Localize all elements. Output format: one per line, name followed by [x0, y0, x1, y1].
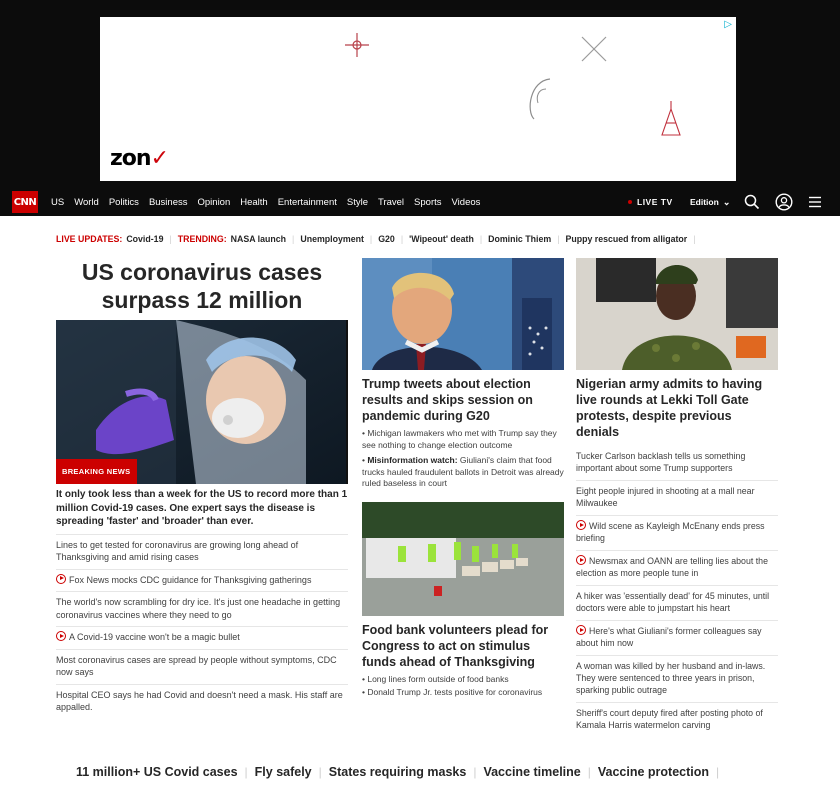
nav-link-entertainment[interactable]: Entertainment: [277, 196, 337, 208]
nav-link-videos[interactable]: Videos: [451, 196, 481, 208]
ad-sparkle-icon: [343, 31, 371, 59]
nigerian-army-illustration: [576, 258, 778, 370]
food-bank-image[interactable]: [362, 502, 564, 616]
middle-column: [362, 258, 564, 699]
nigerian-army-headline[interactable]: Nigerian army admits to having live rounds at Lekki Toll Gate protests, despite previous denials: [576, 377, 763, 439]
list-item[interactable]: A hiker was 'essentially dead' for 45 minutes, until doctors were able to jumpstart his heart: [576, 585, 778, 620]
nigerian-army-image[interactable]: [576, 258, 778, 370]
video-play-icon: [576, 625, 586, 635]
trending-label: TRENDING:: [177, 234, 227, 244]
nav-link-us[interactable]: US: [51, 196, 65, 208]
food-bank-illustration: [362, 502, 564, 616]
trending-item[interactable]: 'Wipeout' death: [409, 234, 474, 244]
menu-icon[interactable]: [806, 193, 824, 211]
lead-story-column: [56, 258, 348, 719]
list-item[interactable]: Eight people injured in shooting at a mall near Milwaukee: [576, 480, 778, 515]
ad-banner[interactable]: [100, 17, 736, 181]
bottom-link-vaccine-protection[interactable]: Vaccine protection: [597, 765, 710, 779]
nav-links: [46, 188, 485, 216]
top-navigation: [0, 188, 840, 216]
bottom-topic-strip: 11 million+ US Covid cases | Fly safely | States requiring masks | Vaccine timeline | Vaccine protection |: [76, 765, 720, 779]
right-related-stories: [576, 446, 778, 737]
list-item[interactable]: • Donald Trump Jr. tests positive for coronavirus: [362, 687, 543, 697]
bottom-link-vaccine-timeline[interactable]: Vaccine timeline: [483, 765, 581, 779]
chevron-down-icon: ⌄: [722, 196, 731, 207]
nav-link-politics[interactable]: Politics: [108, 196, 139, 208]
nav-link-style[interactable]: Style: [346, 196, 368, 208]
trump-image-illustration: [362, 258, 564, 370]
trending-bar: LIVE UPDATES: Covid-19 | TRENDING: NASA launch | Unemployment | G20 | 'Wipeout' death | Dominic Thiem | Puppy rescued from alligator |: [56, 234, 696, 244]
live-tv-label: LIVE TV: [637, 197, 673, 207]
list-item[interactable]: Lines to get tested for coronavirus are growing long ahead of Thanksgiving and amid rising cases: [56, 534, 348, 569]
nav-link-sports[interactable]: Sports: [414, 196, 442, 208]
right-column: [576, 258, 778, 737]
bottom-link-covid-cases[interactable]: 11 million+ US Covid cases: [76, 765, 238, 779]
ad-banner-container: [0, 0, 840, 188]
live-updates-label: LIVE UPDATES:: [56, 234, 123, 244]
trending-item[interactable]: Unemployment: [300, 234, 364, 244]
ad-tower-icon: [660, 99, 682, 137]
list-item[interactable]: Here's what Giuliani's former colleagues say about him now: [576, 620, 778, 655]
nav-link-health[interactable]: Health: [240, 196, 268, 208]
video-play-icon: [56, 631, 66, 641]
list-item[interactable]: Sheriff's court deputy fired after posting photo of Kamala Harris watermelon carving: [576, 702, 778, 737]
lead-description[interactable]: It only took less than a week for the US to record more than 1 million Covid-19 cases. One expert says the disease is spreading 'faster' and 'broader' than ever.: [56, 489, 348, 527]
edition-selector[interactable]: [690, 188, 730, 216]
list-item[interactable]: Fox News mocks CDC guidance for Thanksgiving gatherings: [56, 569, 348, 592]
trump-story-image[interactable]: [362, 258, 564, 370]
ad-arc-icon: [520, 75, 560, 123]
trump-story-headline[interactable]: Trump tweets about election results and skips session on pandemic during G20: [362, 377, 533, 423]
trending-item[interactable]: Puppy rescued from alligator: [565, 234, 688, 244]
video-play-icon: [576, 555, 586, 565]
list-item[interactable]: The world's now scrambling for dry ice. It's just one headache in getting coronavirus vaccines where they need to go: [56, 591, 348, 626]
bottom-link-masks[interactable]: States requiring masks: [328, 765, 467, 779]
list-item[interactable]: A Covid-19 vaccine won't be a magic bullet: [56, 626, 348, 649]
nav-link-business[interactable]: Business: [148, 196, 188, 208]
adchoices-icon[interactable]: ▷: [724, 19, 732, 30]
list-item[interactable]: • Long lines form outside of food banks: [362, 673, 509, 684]
search-icon[interactable]: [743, 193, 761, 211]
trending-item-covid[interactable]: Covid-19: [126, 234, 164, 244]
lead-story-image[interactable]: [56, 320, 348, 484]
list-item[interactable]: Tucker Carlson backlash tells us something important about some Trump supporters: [576, 451, 746, 473]
video-play-icon: [576, 520, 586, 530]
edition-label: Edition: [690, 197, 719, 207]
nav-link-travel[interactable]: Travel: [378, 196, 405, 208]
list-item[interactable]: Wild scene as Kayleigh McEnany ends press briefing: [576, 515, 778, 550]
ad-brand-logo: zon✓: [110, 146, 169, 171]
trending-item[interactable]: Dominic Thiem: [488, 234, 552, 244]
live-dot-icon: [628, 200, 632, 204]
bottom-link-fly-safely[interactable]: Fly safely: [254, 765, 312, 779]
food-bank-headline[interactable]: Food bank volunteers plead for Congress to act on stimulus funds ahead of Thanksgiving: [362, 622, 549, 669]
account-icon[interactable]: [775, 193, 793, 211]
cnn-logo[interactable]: CNN: [12, 191, 38, 213]
nav-link-opinion[interactable]: Opinion: [197, 196, 231, 208]
list-item[interactable]: Newsmax and OANN are telling lies about the election as more people tune in: [576, 550, 778, 585]
live-tv-link[interactable]: [628, 188, 673, 216]
nav-link-world[interactable]: World: [74, 196, 99, 208]
list-item[interactable]: • Michigan lawmakers who met with Trump say they see nothing to change election outcome: [362, 428, 557, 450]
list-item[interactable]: Hospital CEO says he had Covid and doesn't need a mask. His staff are appalled.: [56, 684, 348, 719]
breaking-news-badge: BREAKING NEWS: [56, 459, 137, 484]
list-item[interactable]: • Misinformation watch: Giuliani's claim that food trucks hauled fraudulent ballots in Detroit was already ruled baseless in court: [362, 455, 564, 488]
trending-item[interactable]: G20: [378, 234, 395, 244]
list-item[interactable]: Most coronavirus cases are spread by people without symptoms, CDC now says: [56, 649, 348, 684]
video-play-icon: [56, 574, 66, 584]
list-item[interactable]: A woman was killed by her husband and in-laws. They were sentenced to three years in prison, sparking public outrage: [576, 655, 778, 702]
lead-related-stories: [56, 534, 348, 719]
lead-headline[interactable]: US coronavirus cases surpass 12 million: [81, 259, 323, 313]
trending-item[interactable]: NASA launch: [230, 234, 287, 244]
ad-cross-icon: [578, 33, 610, 65]
